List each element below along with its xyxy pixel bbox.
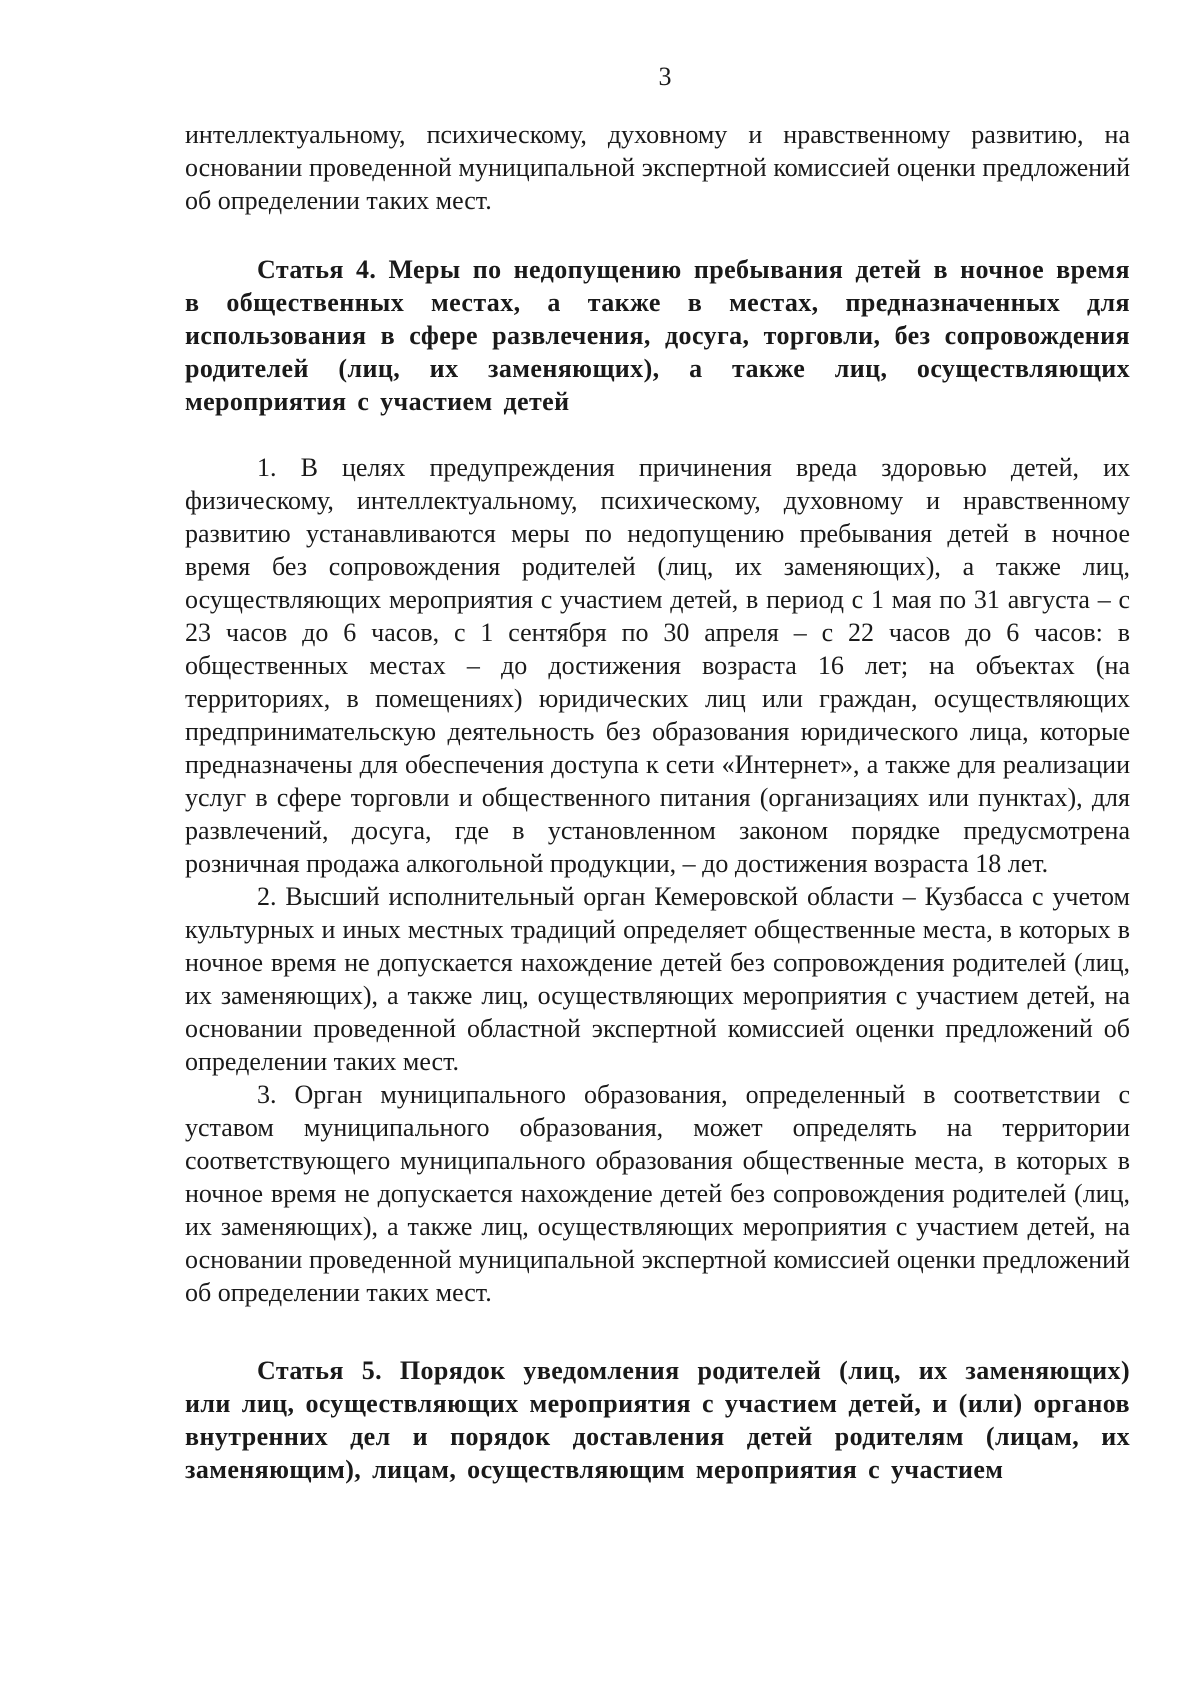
document-body	[185, 118, 1130, 1486]
spacer	[185, 1309, 1130, 1354]
article-4-paragraph-3: 3. Орган муниципального образования, определенный в соответствии с уставом муниципального образования, может определять на территории соответствующего муниципального образования общественные места, в которых в ночное время не допускается нахождение детей без сопровождения родителей (лиц, их заменяющих), а также лиц, осуществляющих мероприятия с участием детей, на основании проведенной муниципальной экспертной комиссией оценки предложений об определении таких мест.	[185, 1080, 1130, 1307]
page-number: 3	[658, 62, 672, 91]
article-4-title: Статья 4. Меры по недопущению пребывания детей в ночное время в общественных местах, а также в местах, предназначенных для использования в сфере развлечения, досуга, торговли, без сопровождения родителей (лиц, их заменяющих), а также лиц, осуществляющих мероприятия с участием детей	[185, 255, 1130, 416]
spacer	[185, 418, 1130, 451]
spacer	[185, 217, 1130, 253]
intro-paragraph: интеллектуальному, психическому, духовному и нравственному развитию, на основании проведенной муниципальной экспертной комиссией оценки предложений об определении таких мест.	[185, 120, 1130, 215]
article-4-paragraph-1: 1. В целях предупреждения причинения вреда здоровью детей, их физическому, интеллектуальному, психическому, духовному и нравственному развитию устанавливаются меры по недопущению пребывания детей в ночное время без сопровождения родителей (лиц, их заменяющих), а также лиц, осуществляющих мероприятия с участием детей, в период с 1 мая по 31 августа – с 23 часов до 6 часов, с 1 сентября по 30 апреля – с 22 часов до 6 часов: в общественных местах – до достижения возраста 16 лет; на объектах (на территориях, в помещениях) юридических лиц или граждан, осуществляющих предпринимательскую деятельность без образования юридического лица, которые предназначены для обеспечения доступа к сети «Интернет», а также для реализации услуг в сфере торговли и общественного питания (организациях или пунктах), для развлечений, досуга, где в установленном законом порядке предусмотрена розничная продажа алкогольной продукции, – до достижения возраста 18 лет.	[185, 453, 1130, 878]
article-5-title: Статья 5. Порядок уведомления родителей (лиц, их заменяющих) или лиц, осуществляющих мероприятия с участием детей, и (или) органов внутренних дел и порядок доставления детей родителям (лицам, их заменяющим), лицам, осуществляющим мероприятия с участием	[185, 1356, 1130, 1484]
article-4-paragraph-2: 2. Высший исполнительный орган Кемеровской области – Кузбасса с учетом культурных и иных местных традиций определяет общественные места, в которых в ночное время не допускается нахождение детей без сопровождения родителей (лиц, их заменяющих), а также лиц, осуществляющих мероприятия с участием детей, на основании проведенной областной экспертной комиссией оценки предложений об определении таких мест.	[185, 882, 1130, 1076]
